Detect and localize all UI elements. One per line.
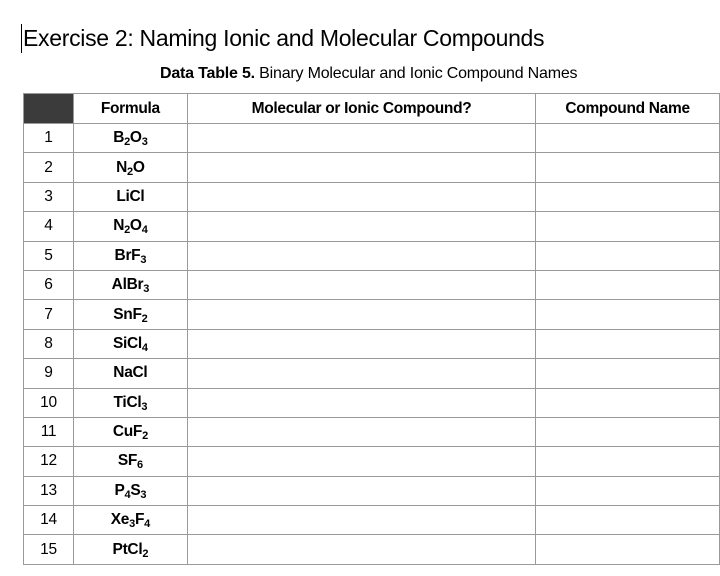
compound-name-input-cell[interactable] bbox=[536, 124, 720, 153]
row-number: 13 bbox=[24, 476, 74, 505]
compound-type-input-cell[interactable] bbox=[187, 535, 535, 564]
table-header-row bbox=[24, 94, 720, 124]
formula-cell bbox=[73, 270, 187, 299]
formula-symbol: O bbox=[129, 129, 142, 147]
formula-subscript: 3 bbox=[129, 518, 135, 531]
compound-type-input-cell[interactable] bbox=[187, 506, 535, 535]
formula-cell bbox=[73, 476, 187, 505]
compound-type-input-cell[interactable] bbox=[187, 182, 535, 211]
row-number: 10 bbox=[24, 388, 74, 417]
formula-subscript: 3 bbox=[141, 136, 148, 149]
formula-symbol: AlBr bbox=[111, 276, 144, 294]
formula-subscript: 2 bbox=[141, 312, 148, 325]
table-body bbox=[24, 124, 720, 565]
formula-subscript: 3 bbox=[141, 400, 148, 413]
compound-name-input-cell[interactable] bbox=[536, 476, 720, 505]
formula-symbol: LiCl bbox=[116, 187, 145, 205]
compound-type-input-cell[interactable] bbox=[187, 359, 535, 388]
formula-subscript: 3 bbox=[143, 283, 150, 296]
table-row bbox=[24, 535, 720, 564]
table-caption bbox=[160, 64, 577, 84]
row-number: 4 bbox=[24, 212, 74, 241]
formula-cell bbox=[73, 300, 187, 329]
header-corner-cell bbox=[24, 94, 74, 124]
formula-symbol: PtCl bbox=[112, 540, 143, 558]
row-number: 11 bbox=[24, 417, 74, 446]
compound-name-input-cell[interactable] bbox=[536, 417, 720, 446]
text-cursor bbox=[21, 24, 22, 53]
compound-type-input-cell[interactable] bbox=[187, 300, 535, 329]
compound-type-input-cell[interactable] bbox=[187, 476, 535, 505]
formula-symbol: CuF bbox=[112, 423, 143, 441]
formula-symbol: NaCl bbox=[113, 364, 148, 382]
row-number: 15 bbox=[24, 535, 74, 564]
formula-symbol: TiCl bbox=[113, 393, 142, 411]
compound-name-input-cell[interactable] bbox=[536, 359, 720, 388]
formula-symbol: SiCl bbox=[112, 334, 142, 352]
compound-type-input-cell[interactable] bbox=[187, 329, 535, 358]
formula-cell bbox=[73, 241, 187, 270]
formula-subscript: 4 bbox=[141, 341, 148, 354]
formula-subscript: 2 bbox=[127, 165, 133, 178]
formula-cell bbox=[73, 359, 187, 388]
formula-cell bbox=[73, 506, 187, 535]
row-number: 9 bbox=[24, 359, 74, 388]
compound-name-input-cell[interactable] bbox=[536, 241, 720, 270]
formula-cell bbox=[73, 124, 187, 153]
compound-name-input-cell[interactable] bbox=[536, 535, 720, 564]
formula-cell bbox=[73, 212, 187, 241]
table-row bbox=[24, 447, 720, 476]
formula-subscript: 2 bbox=[142, 547, 149, 560]
formula-symbol: O bbox=[132, 158, 145, 176]
formula-subscript: 2 bbox=[124, 136, 130, 149]
table-row bbox=[24, 124, 720, 153]
table-row bbox=[24, 300, 720, 329]
compound-type-input-cell[interactable] bbox=[187, 212, 535, 241]
formula-subscript: 4 bbox=[144, 518, 150, 531]
row-number: 8 bbox=[24, 329, 74, 358]
formula-symbol: B bbox=[113, 129, 125, 147]
formula-subscript: 3 bbox=[140, 253, 147, 266]
formula-symbol: F bbox=[134, 511, 145, 529]
table-row bbox=[24, 506, 720, 535]
formula-symbol: N bbox=[113, 217, 125, 235]
compound-type-input-cell[interactable] bbox=[187, 153, 535, 182]
table-row bbox=[24, 359, 720, 388]
row-number: 6 bbox=[24, 270, 74, 299]
row-number: 5 bbox=[24, 241, 74, 270]
compound-name-input-cell[interactable] bbox=[536, 212, 720, 241]
formula-cell bbox=[73, 447, 187, 476]
compound-name-input-cell[interactable] bbox=[536, 447, 720, 476]
formula-cell bbox=[73, 535, 187, 564]
table-row bbox=[24, 329, 720, 358]
header-compound-name: Compound Name bbox=[536, 94, 720, 124]
formula-subscript: 6 bbox=[137, 459, 143, 472]
row-number: 3 bbox=[24, 182, 74, 211]
table-caption-label: Data Table 5. bbox=[160, 65, 255, 82]
compound-name-input-cell[interactable] bbox=[536, 270, 720, 299]
header-compound-type: Molecular or Ionic Compound? bbox=[187, 94, 535, 124]
formula-symbol: N bbox=[116, 158, 128, 176]
formula-symbol: Xe bbox=[110, 511, 130, 529]
formula-cell bbox=[73, 388, 187, 417]
compound-name-input-cell[interactable] bbox=[536, 153, 720, 182]
table-row bbox=[24, 241, 720, 270]
formula-subscript: 3 bbox=[140, 488, 147, 501]
compound-type-input-cell[interactable] bbox=[187, 447, 535, 476]
table-row bbox=[24, 417, 720, 446]
formula-cell bbox=[73, 329, 187, 358]
compound-type-input-cell[interactable] bbox=[187, 241, 535, 270]
compound-type-input-cell[interactable] bbox=[187, 124, 535, 153]
formula-symbol: SF bbox=[117, 452, 138, 470]
header-formula: Formula bbox=[73, 94, 187, 124]
formula-symbol: S bbox=[130, 481, 141, 499]
formula-symbol: O bbox=[129, 217, 142, 235]
compound-name-input-cell[interactable] bbox=[536, 182, 720, 211]
formula-cell bbox=[73, 182, 187, 211]
formula-subscript: 4 bbox=[141, 224, 148, 237]
row-number: 1 bbox=[24, 124, 74, 153]
row-number: 2 bbox=[24, 153, 74, 182]
formula-cell bbox=[73, 417, 187, 446]
compound-name-input-cell[interactable] bbox=[536, 300, 720, 329]
formula-symbol: P bbox=[114, 481, 125, 499]
compound-type-input-cell[interactable] bbox=[187, 270, 535, 299]
formula-cell bbox=[73, 153, 187, 182]
formula-symbol: SnF bbox=[113, 305, 142, 323]
compound-name-input-cell[interactable] bbox=[536, 388, 720, 417]
document-heading: Exercise 2: Naming Ionic and Molecular Compounds bbox=[23, 25, 545, 51]
compound-name-input-cell[interactable] bbox=[536, 506, 720, 535]
compound-type-input-cell[interactable] bbox=[187, 417, 535, 446]
row-number: 12 bbox=[24, 447, 74, 476]
formula-subscript: 2 bbox=[142, 430, 148, 443]
formula-symbol: BrF bbox=[114, 246, 141, 264]
table-row bbox=[24, 153, 720, 182]
table-caption-text: Binary Molecular and Ionic Compound Names bbox=[254, 65, 578, 82]
table-row bbox=[24, 270, 720, 299]
row-number: 7 bbox=[24, 300, 74, 329]
table-row bbox=[24, 476, 720, 505]
table-row bbox=[24, 182, 720, 211]
compound-type-input-cell[interactable] bbox=[187, 388, 535, 417]
table-row bbox=[24, 212, 720, 241]
compound-name-input-cell[interactable] bbox=[536, 329, 720, 358]
compound-names-table bbox=[23, 93, 720, 565]
formula-subscript: 2 bbox=[124, 224, 130, 237]
formula-subscript: 4 bbox=[124, 488, 131, 501]
table-row bbox=[24, 388, 720, 417]
row-number: 14 bbox=[24, 506, 74, 535]
